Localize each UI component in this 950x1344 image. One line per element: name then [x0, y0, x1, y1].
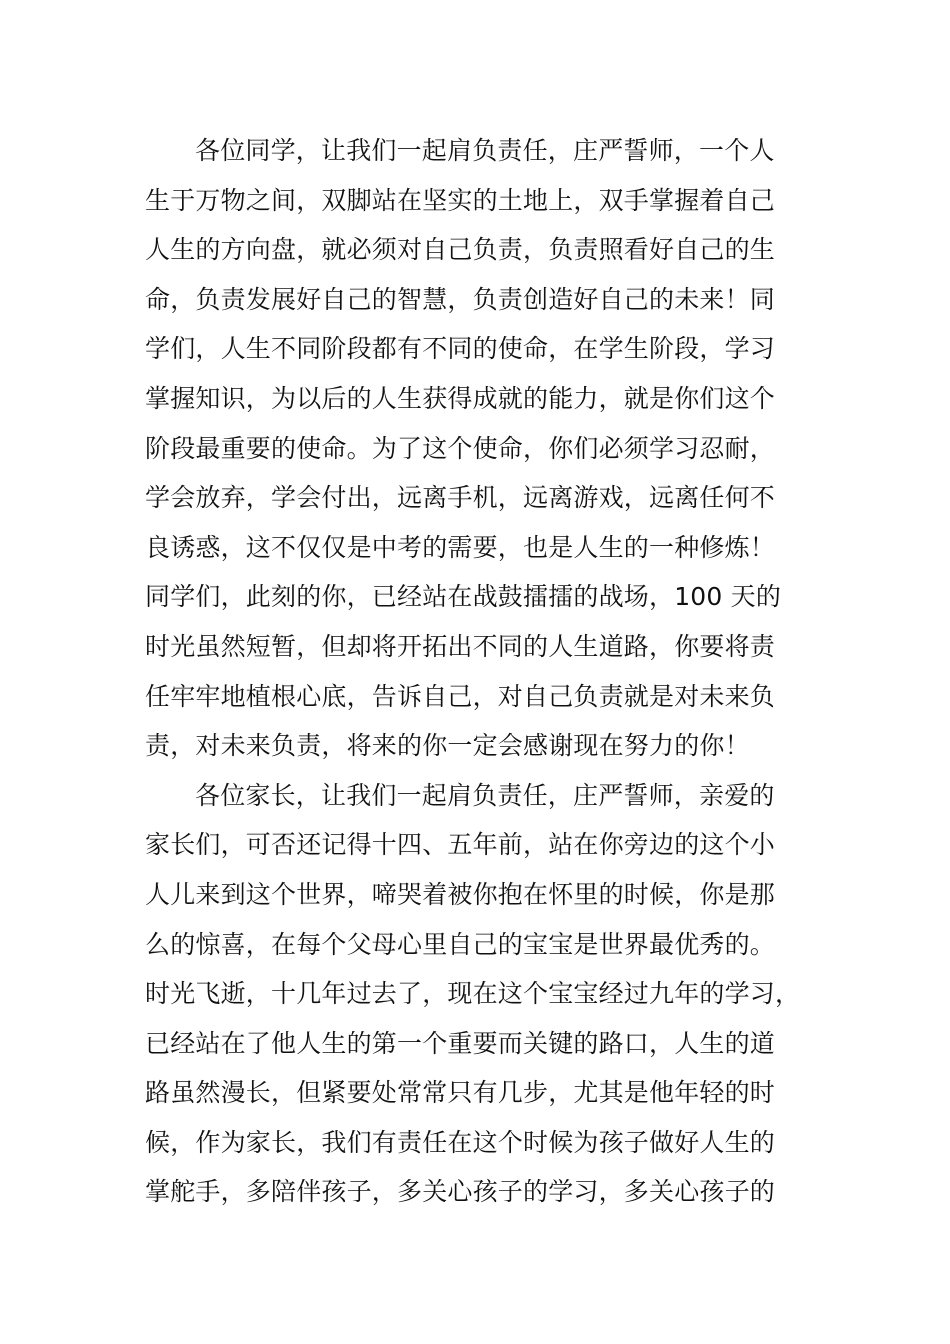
- text-line: 么的惊喜，在每个父母心里自己的宝宝是世界最优秀的。: [145, 929, 776, 959]
- text-line: 时光虽然短暂，但却将开拓出不同的人生道路，你要将责: [145, 631, 776, 661]
- text-line: 掌舵手，多陪伴孩子，多关心孩子的学习，多关心孩子的: [145, 1177, 776, 1207]
- text-line: 人儿来到这个世界，啼哭着被你抱在怀里的时候，你是那: [145, 879, 776, 909]
- text-line: 责，对未来负责，将来的你一定会感谢现在努力的你！: [145, 731, 750, 761]
- body-text: [145, 126, 805, 1217]
- text-line: 学们，人生不同阶段都有不同的使命，在学生阶段，学习: [145, 334, 776, 364]
- text-line: 任牢牢地植根心底，告诉自己，对自己负责就是对未来负: [145, 681, 776, 711]
- text-line: 学会放弃，学会付出，远离手机，远离游戏，远离任何不: [145, 483, 776, 513]
- text-line: 生于万物之间，双脚站在坚实的土地上，双手掌握着自己: [145, 185, 776, 215]
- text-line: 时光飞逝，十几年过去了，现在这个宝宝经过九年的学习，: [145, 979, 801, 1009]
- text-line: 家长们，可否还记得十四、五年前，站在你旁边的这个小: [145, 830, 776, 860]
- text-line: 候，作为家长，我们有责任在这个时候为孩子做好人生的: [145, 1127, 776, 1157]
- text-line: 掌握知识，为以后的人生获得成就的能力，就是你们这个: [145, 383, 776, 413]
- text-line: 良诱惑，这不仅仅是中考的需要，也是人生的一种修炼！: [145, 532, 776, 562]
- paragraph-students: [145, 126, 805, 771]
- text-line: 阶段最重要的使命。为了这个使命，你们必须学习忍耐，: [145, 433, 776, 463]
- text-line: 各位同学，让我们一起肩负责任，庄严誓师，一个人: [195, 136, 775, 165]
- text-line: 各位家长，让我们一起肩负责任，庄严誓师，亲爱的: [195, 780, 775, 810]
- paragraph-parents: [145, 771, 805, 1217]
- text-line: 命，负责发展好自己的智慧，负责创造好自己的未来！同: [145, 284, 776, 314]
- text-line: 已经站在了他人生的第一个重要而关键的路口，人生的道: [145, 1028, 776, 1058]
- text-line: 人生的方向盘，就必须对自己负责，负责照看好自己的生: [145, 235, 776, 265]
- text-line: 路虽然漫长，但紧要处常常只有几步，尤其是他年轻的时: [145, 1078, 776, 1108]
- text-line: 同学们，此刻的你，已经站在战鼓擂擂的战场，100 天的: [145, 582, 782, 612]
